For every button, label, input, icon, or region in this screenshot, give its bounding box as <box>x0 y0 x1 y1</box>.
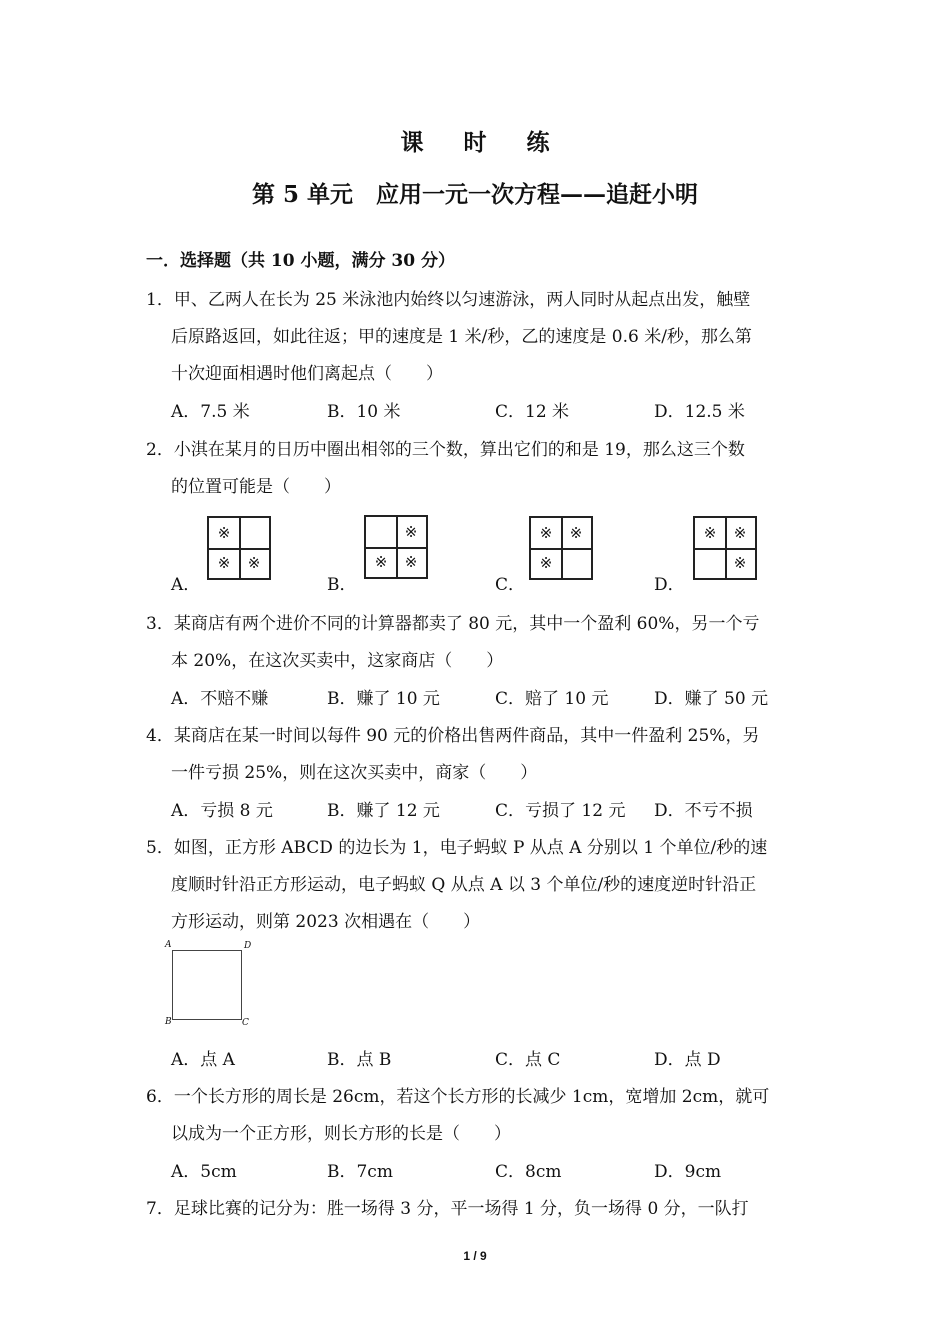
q5-option-b: B．点 B <box>327 1050 392 1070</box>
grid-mark: ※ <box>247 554 261 572</box>
q2-option-a-grid <box>207 516 271 580</box>
q2-line-2: 的位置可能是（ ） <box>171 477 341 497</box>
q4-option-d: D．不亏不损 <box>654 801 753 821</box>
q5-option-c: C．点 C <box>495 1050 561 1070</box>
q4-option-a: A．亏损 8 元 <box>171 801 273 821</box>
q2-option-b-label: B． <box>327 575 357 595</box>
q2-option-b-grid <box>364 515 428 579</box>
vertex-label-c: C <box>242 1018 249 1028</box>
grid-mark: ※ <box>539 554 553 572</box>
page-number: 1 / 9 <box>463 1249 487 1263</box>
grid-mark: ※ <box>374 553 388 571</box>
q2-option-a-label: A． <box>171 575 201 595</box>
vertex-label-d: D <box>244 941 252 951</box>
grid-mark: ※ <box>733 524 747 542</box>
q3-option-b: B．赚了 10 元 <box>327 689 440 709</box>
q3-option-d: D．赚了 50 元 <box>654 689 769 709</box>
q3-option-a: A．不赔不赚 <box>171 689 269 709</box>
q4-line-2: 一件亏损 25%，则在这次买卖中，商家（ ） <box>171 763 538 783</box>
q3-line-2: 本 20%，在这次买卖中，这家商店（ ） <box>171 651 504 671</box>
page-subtitle: 第 5 单元 应用一元一次方程——追赶小明 <box>251 181 699 208</box>
q1-line-1: 1．甲、乙两人在长为 25 米泳池内始终以匀速游泳，两人同时从起点出发，触壁 <box>146 290 751 310</box>
q2-option-d-grid <box>693 516 757 580</box>
q1-line-3: 十次迎面相遇时他们离起点（ ） <box>171 364 443 384</box>
q6-line-2: 以成为一个正方形，则长方形的长是（ ） <box>171 1124 511 1144</box>
grid-mark: ※ <box>404 553 418 571</box>
vertex-label-a: A <box>165 940 172 950</box>
grid-mark: ※ <box>217 554 231 572</box>
q6-option-a: A．5cm <box>171 1162 237 1182</box>
q2-option-c-label: C． <box>495 575 526 595</box>
grid-mark: ※ <box>569 524 583 542</box>
q2-option-c-grid <box>529 516 593 580</box>
grid-mark: ※ <box>539 524 553 542</box>
q4-line-1: 4．某商店在某一时间以每件 90 元的价格出售两件商品，其中一件盈利 25%，另 <box>146 726 760 746</box>
section-heading: 一．选择题（共 10 小题，满分 30 分） <box>146 251 455 271</box>
q6-option-d: D．9cm <box>654 1162 722 1182</box>
q1-option-a: A．7.5 米 <box>171 402 250 422</box>
q4-option-b: B．赚了 12 元 <box>327 801 440 821</box>
q1-option-c: C．12 米 <box>495 402 570 422</box>
page-title: 课 时 练 <box>400 129 566 156</box>
q5-line-3: 方形运动，则第 2023 次相遇在（ ） <box>171 912 481 932</box>
q2-option-d-label: D． <box>654 575 685 595</box>
q6-option-c: C．8cm <box>495 1162 562 1182</box>
q6-option-b: B．7cm <box>327 1162 393 1182</box>
grid-mark: ※ <box>703 524 717 542</box>
grid-mark: ※ <box>217 524 231 542</box>
vertex-label-b: B <box>165 1017 172 1027</box>
q1-option-b: B．10 米 <box>327 402 401 422</box>
q5-option-a: A．点 A <box>171 1050 235 1070</box>
q5-line-1: 5．如图，正方形 ABCD 的边长为 1，电子蚂蚁 P 从点 A 分别以 1 个单位/秒的速 <box>146 838 768 858</box>
square-abcd-figure <box>172 950 242 1020</box>
grid-mark: ※ <box>404 523 418 541</box>
q3-option-c: C．赔了 10 元 <box>495 689 609 709</box>
q4-option-c: C．亏损了 12 元 <box>495 801 626 821</box>
q2-line-1: 2．小淇在某月的日历中圈出相邻的三个数，算出它们的和是 19，那么这三个数 <box>146 440 745 460</box>
q6-line-1: 6．一个长方形的周长是 26cm，若这个长方形的长减少 1cm，宽增加 2cm，就可 <box>146 1087 770 1107</box>
q3-line-1: 3．某商店有两个进价不同的计算器都卖了 80 元，其中一个盈利 60%，另一个亏 <box>146 614 760 634</box>
q1-option-d: D．12.5 米 <box>654 402 745 422</box>
q1-line-2: 后原路返回，如此往返；甲的速度是 1 米/秒，乙的速度是 0.6 米/秒，那么第 <box>171 327 752 347</box>
q5-option-d: D．点 D <box>654 1050 721 1070</box>
q5-line-2: 度顺时针沿正方形运动，电子蚂蚁 Q 从点 A 以 3 个单位/秒的速度逆时针沿正 <box>171 875 757 895</box>
q7-line-1: 7．足球比赛的记分为：胜一场得 3 分，平一场得 1 分，负一场得 0 分，一队打 <box>146 1199 749 1219</box>
grid-mark: ※ <box>733 554 747 572</box>
